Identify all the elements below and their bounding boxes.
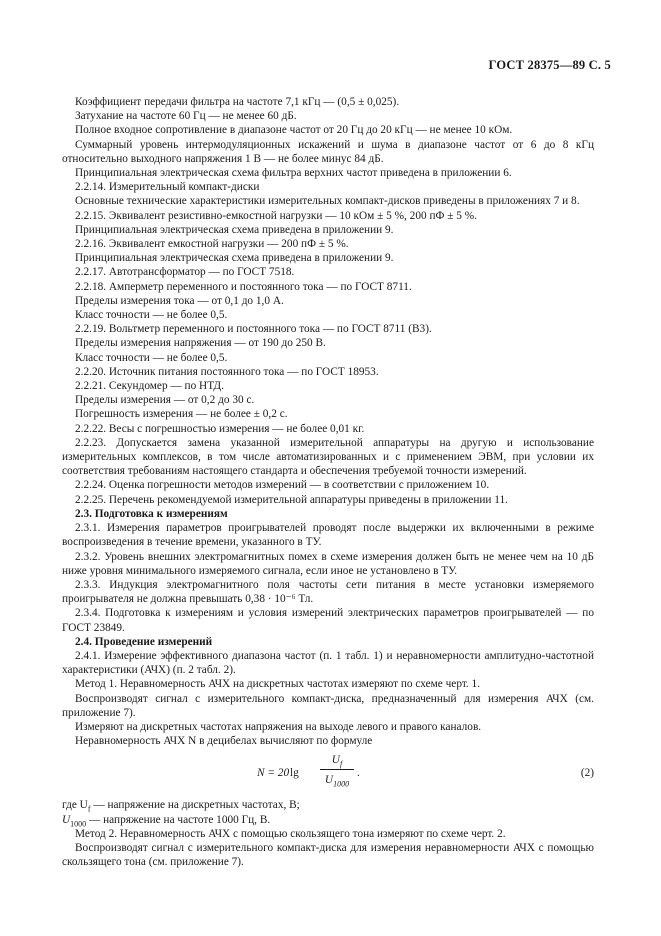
paragraph: Основные технические характеристики измерительных компакт-дисков приведены в приложениях 7 и 8. bbox=[75, 195, 580, 208]
paragraph: Принципиальная электрическая схема фильтра верхних частот приведена в приложении 6. bbox=[75, 167, 512, 180]
paragraph: Полное входное сопротивление в диапазоне частот от 20 Гц до 20 кГц — не менее 10 кОм. bbox=[75, 124, 513, 137]
clause-2-2-20: 2.2.20. Источник питания постоянного тока — по ГОСТ 18953. bbox=[75, 365, 379, 378]
paragraph: Затухание на частоте 60 Гц — не менее 60 дБ. bbox=[75, 110, 297, 123]
clause-2-2-18: 2.2.18. Амперметр переменного и постоянного тока — по ГОСТ 8711. bbox=[75, 280, 412, 293]
method-1: Метод 1. Неравномерность АЧХ на дискретных частотах измеряют по схеме черт. 1. bbox=[75, 678, 481, 691]
clause-2-2-22: 2.2.22. Весы с погрешностью измерения — не более 0,01 кг. bbox=[75, 422, 365, 435]
clause-2-2-17: 2.2.17. Автотрансформатор — по ГОСТ 7518. bbox=[75, 266, 295, 279]
formula-period: . bbox=[357, 767, 360, 780]
formula-2 bbox=[62, 752, 594, 796]
paragraph: Погрешность измерения — не более ± 0,2 с. bbox=[75, 408, 288, 421]
clause-2-2-16: 2.2.16. Эквивалент емкостной нагрузки — 200 пФ ± 5 %. bbox=[75, 238, 349, 251]
clause-2-2-15: 2.2.15. Эквивалент резистивно-емкостной нагрузки — 10 кОм ± 5 %, 200 пФ ± 5 %. bbox=[75, 209, 477, 222]
paragraph: Класс точности — не более 0,5. bbox=[75, 351, 228, 364]
formula-lhs: N = 20 bbox=[257, 767, 290, 780]
clause-2-2-14: 2.2.14. Измерительный компакт-диски bbox=[75, 181, 260, 194]
clause-2-3-4: 2.3.4. Подготовка к измерениям и условия измерений электрических параметров проигрывателей — по ГОСТ 23849. bbox=[62, 607, 594, 634]
formula-definitions bbox=[62, 798, 594, 826]
formula-expression bbox=[257, 752, 407, 796]
definition-uf: где $U_f$ — напряжение на дискретных частотах, В; bbox=[62, 799, 300, 814]
paragraph: Суммарный уровень интермодуляционных искажений и шума в диапазоне частот от 6 до 8 кГц относительно выходного напряжения 1 В — не более минус 84 дБ. bbox=[62, 138, 594, 165]
paragraph: Неравномерность АЧХ N в децибелах вычисляют по формуле bbox=[75, 735, 373, 748]
paragraph: Класс точности — не более 0,5. bbox=[75, 309, 228, 322]
clause-2-2-25: 2.2.25. Перечень рекомендуемой измерительной аппаратуры приведены в приложении 11. bbox=[75, 493, 508, 506]
document-body bbox=[62, 95, 594, 869]
clause-2-2-19: 2.2.19. Вольтметр переменного и постоянного тока — по ГОСТ 8711 (В3). bbox=[75, 323, 432, 336]
formula-number: (2) bbox=[580, 767, 594, 780]
clause-2-3-3: 2.3.3. Индукция электромагнитного поля частоты сети питания в месте установки измеряемого проигрывателя не должна превышать 0,38 · 10⁻⁶ Тл. bbox=[62, 578, 594, 606]
clause-2-3-2: 2.3.2. Уровень внешних электромагнитных помех в схеме измерения должен быть не менее чем на 10 дБ ниже уровня минимального измеряемого сигнала, если иное не установлено в ТУ. bbox=[62, 550, 594, 577]
paragraph: Воспроизводят сигнал с измерительного компакт-диска, предназначенный для измерения АЧХ (см. приложение 7). bbox=[62, 692, 594, 719]
clause-2-4-1: 2.4.1. Измерение эффективного диапазона частот (п. 1 табл. 1) и неравномерности амплитудно-частотной характеристики (АЧХ) (п. 2 табл. 2). bbox=[62, 649, 594, 677]
paragraph: Измеряют на дискретных частотах напряжения на выходе левого и правого каналов. bbox=[75, 720, 482, 733]
paragraph: Пределы измерения — от 0,2 до 30 с. bbox=[75, 394, 255, 407]
paragraph: Принципиальная электрическая схема приведена в приложении 9. bbox=[75, 252, 394, 265]
formula-log: lg bbox=[290, 767, 299, 780]
formula-fraction bbox=[320, 752, 354, 788]
formula-numerator: $U_f$ bbox=[331, 754, 343, 769]
definition-u1000: $U_{1000}$ — напряжение на частоте 1000 Гц, В. bbox=[62, 813, 271, 828]
paragraph: Пределы измерения напряжения — от 190 до 250 В. bbox=[75, 337, 326, 350]
clause-2-2-23: 2.2.23. Допускается замена указанной измерительной аппаратуры на другую и использование измерительных комплексов, в том числе автоматизированных и с применением ЭВМ, при условии их соответствия требованиям настоящего стандарта и обеспечения требуемой точности измерений. bbox=[62, 436, 594, 478]
paragraph: Воспроизводят сигнал с измерительного компакт-диска для измерения неравномерности АЧХ с помощью скользящего тона (см. приложение 7). bbox=[62, 841, 594, 869]
clause-2-2-24: 2.2.24. Оценка погрешности методов измерений — в соответствии с приложением 10. bbox=[75, 479, 490, 492]
clause-2-3-1: 2.3.1. Измерения параметров проигрывателей проводят после выдержки их включенными в режиме воспроизведения в течение времени, указанного в ТУ. bbox=[62, 522, 594, 549]
paragraph: Коэффициент передачи фильтра на частоте 7,1 кГц — (0,5 ± 0,025). bbox=[75, 96, 400, 108]
page-header: ГОСТ 28375—89 С. 5 bbox=[488, 58, 611, 72]
fraction-bar bbox=[320, 769, 354, 770]
paragraph: Пределы измерения тока — от 0,1 до 1,0 А. bbox=[75, 294, 284, 307]
clause-2-2-21: 2.2.21. Секундомер — по НТД. bbox=[75, 380, 224, 393]
section-heading-2-4: 2.4. Проведение измерений bbox=[75, 635, 213, 648]
formula-denominator: $U_{1000}$ bbox=[324, 774, 350, 789]
section-heading-2-3: 2.3. Подготовка к измерениям bbox=[75, 507, 228, 520]
paragraph: Принципиальная электрическая схема приведена в приложении 9. bbox=[75, 223, 394, 236]
method-2: Метод 2. Неравномерность АЧХ с помощью скользящего тона измеряют по схеме черт. 2. bbox=[75, 827, 506, 840]
